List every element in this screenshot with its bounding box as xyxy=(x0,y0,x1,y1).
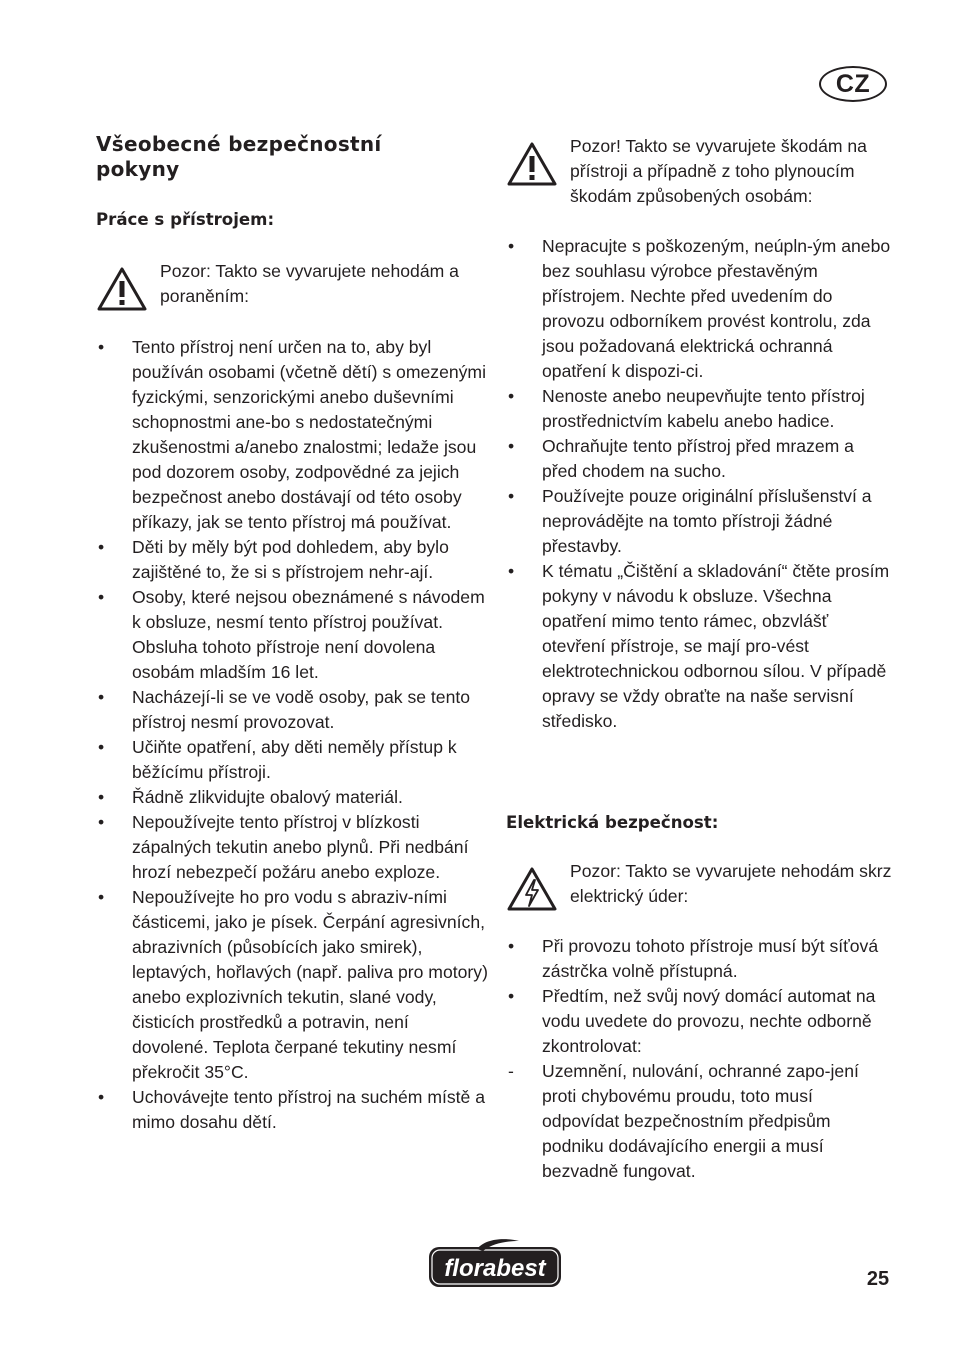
page-title-line1: Všeobecné bezpečnostní xyxy=(96,132,382,156)
list-item: • Nepoužívejte ho pro vodu s abraziv-ními částicemi, jako je písek. Čerpání agresivních, abrazivních (působících jako smirek), leptavých, hořlavých (např. paliva pro motory) anebo explozivních tekutin, slané vody, čisticích prostředků a potravin, není dovolené. Teplota čerpané tekutiny nesmí překročit 35°C. xyxy=(96,885,488,1085)
warning-triangle-icon xyxy=(96,265,148,313)
warning-text-injury: Pozor: Takto se vyvarujete nehodám a poraněním: xyxy=(160,261,459,306)
list-item: • K tématu „Čištění a skladování“ čtěte prosím pokyny v návodu k obsluze. Všechna opatření mimo tento rámec, obzvlášť otevření přístroje, se mají pro-vést elektrotechnickou odbornou sílou. V případě opravy se vždy obraťte na naše servisní středisko. xyxy=(506,559,894,734)
list-item: • Při provozu tohoto přístroje musí být síťová zástrčka volně přístupná. xyxy=(506,934,894,984)
page-title-line2: pokyny xyxy=(96,157,180,181)
list-item: • Nenoste anebo neupevňujte tento přístroj prostřednictvím kabelu anebo hadice. xyxy=(506,384,894,434)
florabest-logo xyxy=(427,1237,563,1291)
warning-text-electric: Pozor: Takto se vyvarujete nehodám skrz elektrický úder: xyxy=(570,861,892,906)
logo-text: florabest xyxy=(444,1255,546,1282)
list-item: • Nepracujte s poškozeným, neúpln-ým anebo bez souhlasu výrobce přestavěným přístrojem. Nechte před uvedením do provozu odborníkem provést kontrolu, zda jsou požadovaná elektrická ochranná opatření k dispozi-ci. xyxy=(506,234,894,384)
list-item: • Tento přístroj není určen na to, aby byl používán osobami (včetně dětí) s omezenými fyzickými, senzorickými anebo duševními schopnostmi ane-bo s nedostatečnými zkušenostmi a/anebo znalostmi; ledaže jsou pod dozorem osoby, zodpovědné za jejich bezpečnost anebo dostávají od této osoby příkazy, jak se tento přístroj má používat. xyxy=(96,335,488,535)
list-item: • Používejte pouze originální příslušenství a neprovádějte na tomto přístroji žádné přestavby. xyxy=(506,484,894,559)
list-item: • Řádně zlikvidujte obalový materiál. xyxy=(96,785,488,810)
warning-triangle-icon xyxy=(506,140,558,188)
language-badge: CZ xyxy=(819,66,887,102)
section-title-device: Práce s přístrojem: xyxy=(96,210,275,229)
list-item: • Nacházejí-li se ve vodě osoby, pak se tento přístroj nesmí provozovat. xyxy=(96,685,488,735)
list-item: • Uchovávejte tento přístroj na suchém místě a mimo dosahu dětí. xyxy=(96,1085,488,1135)
warning-text-damage: Pozor! Takto se vyvarujete škodám na přístroji a případně z toho plynoucím škodám způsobených osobám: xyxy=(570,136,867,206)
list-item: • Ochraňujte tento přístroj před mrazem a před chodem na sucho. xyxy=(506,434,894,484)
section-title-electric: Elektrická bezpečnost: xyxy=(506,813,719,832)
list-item: • Nepoužívejte tento přístroj v blízkosti zápalných tekutin anebo plynů. Při nedbání hrozí nebezpečí požáru anebo exploze. xyxy=(96,810,488,885)
page-number: 25 xyxy=(866,1268,890,1290)
electric-safety-list xyxy=(506,934,894,1184)
safety-list-right xyxy=(506,234,894,734)
electric-hazard-icon xyxy=(506,865,558,913)
list-item: • Osoby, které nejsou obeznámené s návodem k obsluze, nesmí tento přístroj používat. Obsluha tohoto přístroje není dovolena osobám mladším 16 let. xyxy=(96,585,488,685)
list-item: • Děti by měly být pod dohledem, aby bylo zajištěné to, že si s přístrojem nehr-ají. xyxy=(96,535,488,585)
safety-list-left xyxy=(96,335,488,1135)
list-item-dash: - Uzemnění, nulování, ochranné zapo-jení proti chybovému proudu, toto musí odpovídat bezpečnostním předpisům podniku dodávajícího energii a musí bezvadně fungovat. xyxy=(506,1059,894,1184)
page-title xyxy=(96,132,476,182)
list-item: • Učiňte opatření, aby děti neměly přístup k běžícímu přístroji. xyxy=(96,735,488,785)
list-item: • Předtím, než svůj nový domácí automat na vodu uvedete do provozu, nechte odborně zkontrolovat: xyxy=(506,984,894,1059)
